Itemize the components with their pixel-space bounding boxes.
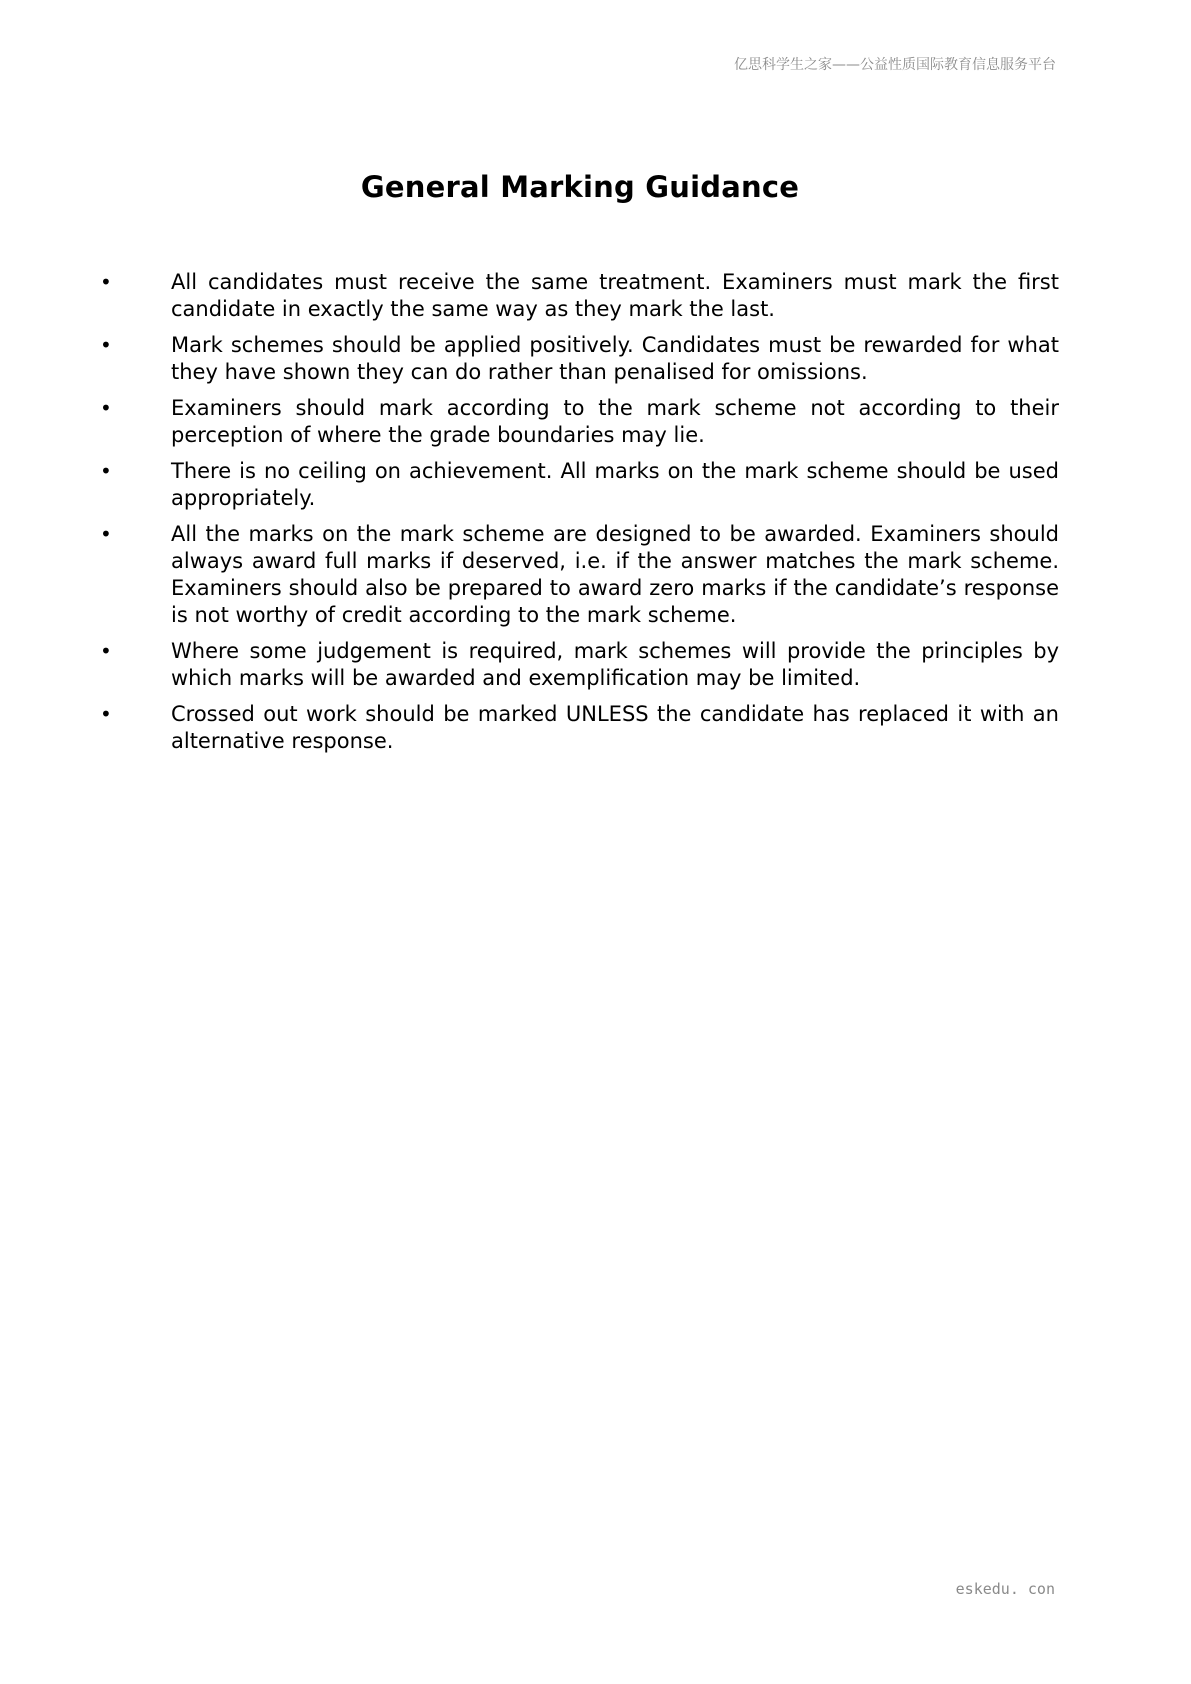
- list-item: [0, 638, 1191, 692]
- list-item: [0, 269, 1191, 323]
- bullet-icon: •: [100, 522, 112, 546]
- list-item: [0, 521, 1191, 629]
- list-item: [0, 332, 1191, 386]
- bullet-icon: •: [100, 639, 112, 663]
- bullet-icon: •: [100, 333, 112, 357]
- guidance-list: [0, 269, 1191, 764]
- bullet-icon: •: [100, 459, 112, 483]
- list-item: [0, 701, 1191, 755]
- bullet-icon: •: [100, 396, 112, 420]
- list-item-text: Mark schemes should be applied positively. Candidates must be rewarded for what they have shown they can do rather than penalised for omissions.: [171, 333, 1059, 384]
- list-item-text: There is no ceiling on achievement. All marks on the mark scheme should be used appropriately.: [171, 459, 1059, 510]
- list-item-text: All candidates must receive the same treatment. Examiners must mark the first candidate in exactly the same way as they mark the last.: [171, 270, 1059, 321]
- list-item: [0, 395, 1191, 449]
- bullet-icon: •: [100, 270, 112, 294]
- list-item-text: Where some judgement is required, mark schemes will provide the principles by which marks will be awarded and exemplification may be limited.: [171, 639, 1059, 690]
- list-item-text: Crossed out work should be marked UNLESS the candidate has replaced it with an alternative response.: [171, 702, 1059, 753]
- list-item-text: All the marks on the mark scheme are designed to be awarded. Examiners should always award full marks if deserved, i.e. if the answer matches the mark scheme. Examiners should also be prepared to award zero marks if the candidate’s response is not worthy of credit according to the mark scheme.: [171, 522, 1059, 627]
- bullet-icon: •: [100, 702, 112, 726]
- footer-watermark: eskedu. con: [955, 1580, 1055, 1598]
- header-watermark: 亿思科学生之家——公益性质国际教育信息服务平台: [734, 57, 1056, 73]
- page-title: General Marking Guidance: [360, 170, 800, 204]
- list-item: [0, 458, 1191, 512]
- list-item-text: Examiners should mark according to the mark scheme not according to their perception of where the grade boundaries may lie.: [171, 396, 1059, 447]
